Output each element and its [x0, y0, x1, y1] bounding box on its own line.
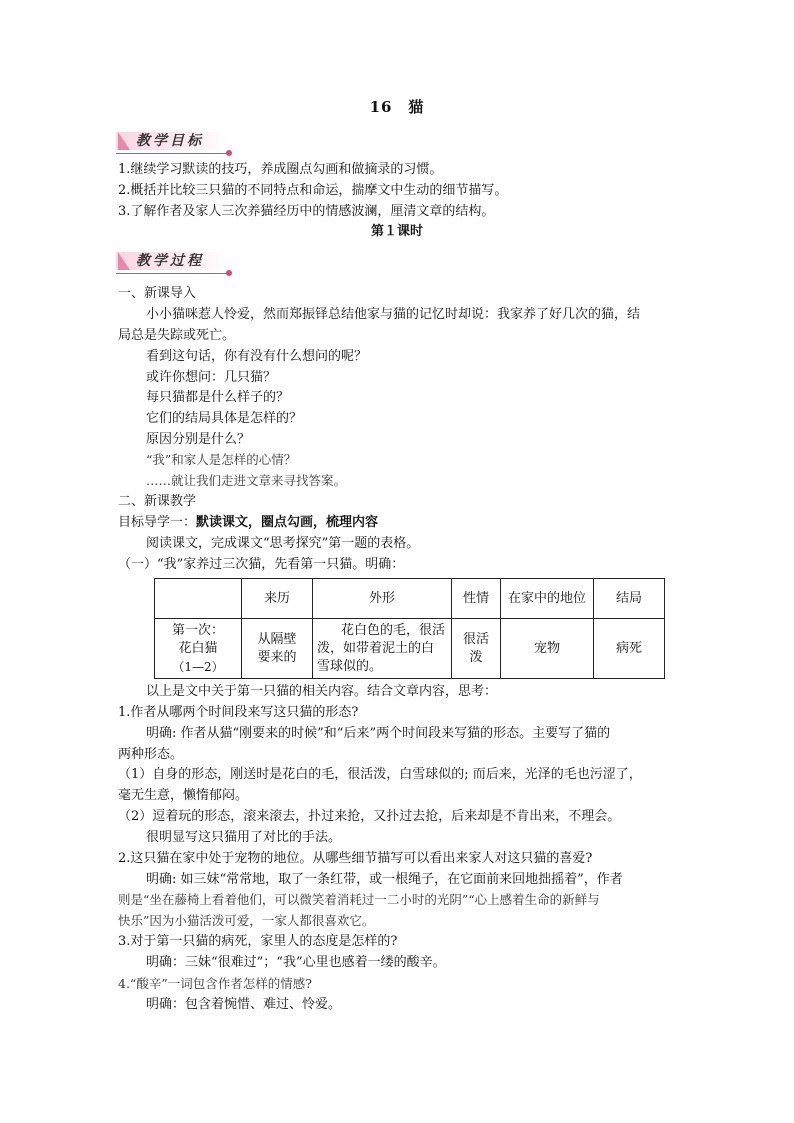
table-cell-temper	[452, 619, 501, 679]
table-cell-status: 宠物	[501, 619, 594, 679]
section-banner-process	[116, 248, 240, 278]
table-header-cell	[155, 579, 242, 619]
answer-line: （2）逗着玩的形态，滚来滚去，扑过来抢，又扑过去抢，后来却是不肯出来，不理会。	[118, 809, 621, 824]
cell-line: 很活	[462, 631, 489, 647]
answer-line: 很明显写这只猫用了对比的手法。	[146, 830, 342, 845]
answer-line: 明确: 作者从猫“刚要来的时候”和“后来”两个时间段来写猫的形态。主要写了猫的	[146, 726, 611, 741]
cell-line: 花白猫	[178, 640, 218, 656]
banner-corner-decoration	[118, 132, 130, 150]
table-header-cell: 来历	[242, 579, 313, 619]
answer-line: （1）自身的形态，刚送时是花白的毛，很活泼，白雪球似的; 而后来，光泽的毛也污涩了，	[118, 767, 642, 782]
goal-guide	[118, 513, 378, 533]
answer-line: 两种形态。	[118, 747, 184, 762]
table-header-cell: 结局	[594, 579, 665, 619]
header-text: 在家中的地位	[507, 590, 586, 606]
cell-line: 花白色的毛，很活	[341, 622, 446, 638]
goal-item: 1.继续学习默读的技巧，养成圈点勾画和做摘录的习惯。	[118, 162, 443, 177]
banner-label: 教学过程	[136, 253, 204, 269]
question-line: 看到这句话，你有没有什么想问的呢？	[146, 349, 368, 364]
question-line: “我”和家人是怎样的心情？	[146, 452, 297, 467]
table-cell-origin	[242, 619, 313, 679]
table-cell-fate: 病死	[594, 619, 665, 679]
answer-line: 明确：三妹“很难过”；“我”心里也感着一缕的酸辛。	[146, 955, 446, 970]
banner-dot-decoration	[226, 270, 232, 276]
question-line: 每只猫都是什么样子的？	[146, 390, 290, 405]
paragraph-line: （一）“我”家养过三次猫，先看第一只猫。明确：	[118, 557, 405, 572]
goal-guide-text: 默读课文，圈点勾画，梳理内容	[196, 515, 379, 530]
goal-item: 2.概括并比较三只猫的不同特点和命运，揣摩文中生动的细节描写。	[118, 183, 508, 198]
paragraph-line: 局总是失踪或死亡。	[118, 328, 236, 343]
question-line: 3.对于第一只猫的病死，家里人的态度是怎样的?	[118, 934, 398, 949]
table-header-row	[155, 579, 665, 619]
answer-line: 明确：包含着惋惜、难过、怜爱。	[146, 997, 342, 1012]
cell-line: 泼	[469, 649, 483, 665]
table-cell-name	[155, 619, 242, 679]
cell-line: （1—2）	[172, 659, 224, 674]
table-header-cell: 外形	[313, 579, 452, 619]
paragraph-line: 以上是文中关于第一只猫的相关内容。结合文章内容，思考：	[146, 684, 498, 699]
question-line: 或许你想问：几只猫？	[146, 370, 277, 385]
paragraph-line: 阅读课文，完成课文“思考探究”第一题的表格。	[146, 536, 420, 551]
banner-underline	[116, 153, 228, 154]
answer-line: 快乐”因为小猫活泼可爱，一家人都很喜欢它。	[118, 913, 375, 928]
goal-guide-label: 目标导学一：	[118, 515, 197, 530]
question-line: 1.作者从哪两个时间段来写这只猫的形态?	[118, 705, 359, 720]
banner-corner-decoration	[118, 252, 130, 270]
banner-dot-decoration	[226, 150, 232, 156]
cell-line: 要来的	[257, 649, 297, 665]
page-title: 16 猫	[369, 98, 425, 116]
table-row	[155, 619, 665, 679]
section-banner-goals	[116, 128, 240, 158]
table-cell-look	[313, 619, 452, 679]
answer-line: 毫无生意，懒惰郁闷。	[118, 788, 249, 803]
paragraph-line: ……就让我们走进文章来寻找答案。	[146, 473, 347, 488]
cell-line: 泼，如带着泥土的白	[317, 640, 435, 656]
question-line: 原因分别是什么？	[146, 432, 251, 447]
cell-line: 从隔壁	[257, 631, 297, 647]
table-header-cell: 性情	[452, 579, 501, 619]
intro-heading: 一、新课导入	[118, 286, 197, 301]
cell-line: 第一次：	[171, 622, 224, 638]
question-line: 4.“酸辛”一词包含作者怎样的情感?	[118, 976, 312, 991]
answer-line: 则是“坐在藤椅上看着他们，可以微笑着消耗过一二小时的光阴”“心上感着生命的新鲜与	[118, 892, 600, 907]
question-line: 2.这只猫在家中处于宠物的地位。从哪些细节描写可以看出来家人对这只猫的喜爱?	[118, 851, 593, 866]
banner-underline	[116, 273, 228, 274]
answer-line: 明确: 如三妹“常常地，取了一条红带，或一根绳子，在它面前来回地拙摇着”，作者	[146, 872, 623, 887]
paragraph-line: 小小猫咪惹人怜爱，然而郑振铎总结他家与猫的记忆时却说：我家养了好几次的猫，结	[146, 307, 641, 322]
cell-line: 雪球似的。	[317, 658, 383, 674]
teach-heading: 二、新课教学	[118, 494, 197, 509]
table-header-cell	[501, 579, 594, 619]
lesson-heading: 第１课时	[370, 224, 423, 239]
question-line: 它们的结局具体是怎样的？	[146, 411, 303, 426]
banner-label: 教学目标	[136, 133, 204, 149]
cat-info-table	[154, 578, 665, 679]
goal-item: 3.了解作者及家人三次养猫经历中的情感波澜，厘清文章的结构。	[118, 204, 495, 219]
